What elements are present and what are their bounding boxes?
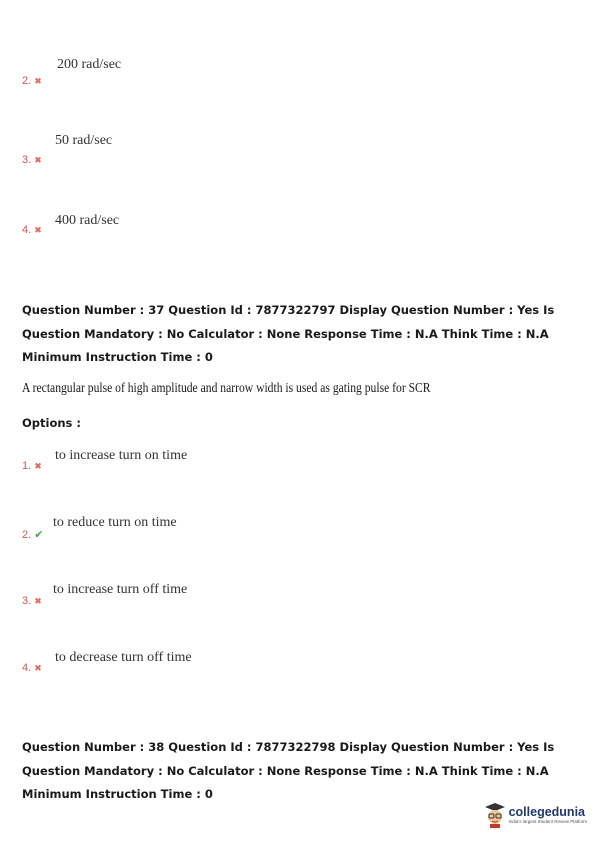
option-text: 50 rad/sec xyxy=(55,133,113,148)
option-number xyxy=(22,154,42,166)
option-number-label: 2. xyxy=(22,529,32,541)
cross-icon: ✖ xyxy=(34,663,42,673)
question-header: Question Number : 37 Question Id : 7877322797 Display Question Number : Yes Is Question Mandatory : No Calculator : None Response Time : N.A Think Time : N.A Minimum Instruction Time : 0 xyxy=(22,303,555,364)
option-number-label: 1. xyxy=(22,460,32,472)
cross-icon: ✖ xyxy=(34,225,42,235)
cross-icon: ✖ xyxy=(34,596,42,606)
question-text: A rectangular pulse of high amplitude and narrow width is used as gating pulse for SCR xyxy=(22,380,431,395)
option-number-label: 4. xyxy=(22,224,32,236)
option-number-label: 3. xyxy=(22,154,32,166)
question-header: Question Number : 38 Question Id : 7877322798 Display Question Number : Yes Is Question Mandatory : No Calculator : None Response Time : N.A Think Time : N.A Minimum Instruction Time : 0 xyxy=(22,740,555,801)
logo-tagline: India's largest Student Review Platform xyxy=(508,818,587,824)
option-number xyxy=(22,75,42,87)
option-number xyxy=(22,224,42,236)
logo-mascot-icon xyxy=(484,802,506,828)
option-number-label: 3. xyxy=(22,595,32,607)
logo-name: collegedunia xyxy=(508,804,585,819)
option-number xyxy=(22,595,42,607)
option-number-label: 4. xyxy=(22,662,32,674)
options-label: Options : xyxy=(22,416,81,430)
option-text: to increase turn on time xyxy=(55,448,188,463)
option-text: to increase turn off time xyxy=(53,582,188,597)
option-text: to decrease turn off time xyxy=(55,650,192,665)
cross-icon: ✖ xyxy=(34,461,42,471)
option-number xyxy=(22,662,42,674)
option-number xyxy=(22,528,43,541)
cross-icon: ✖ xyxy=(34,76,42,86)
option-text: 400 rad/sec xyxy=(55,213,120,228)
option-number xyxy=(22,460,42,472)
checkmark-icon: ✔ xyxy=(34,529,44,541)
cross-icon: ✖ xyxy=(34,155,42,165)
option-text: 200 rad/sec xyxy=(57,57,122,72)
option-number-label: 2. xyxy=(22,75,32,87)
collegedunia-logo xyxy=(484,802,587,828)
option-text: to reduce turn on time xyxy=(53,515,177,530)
